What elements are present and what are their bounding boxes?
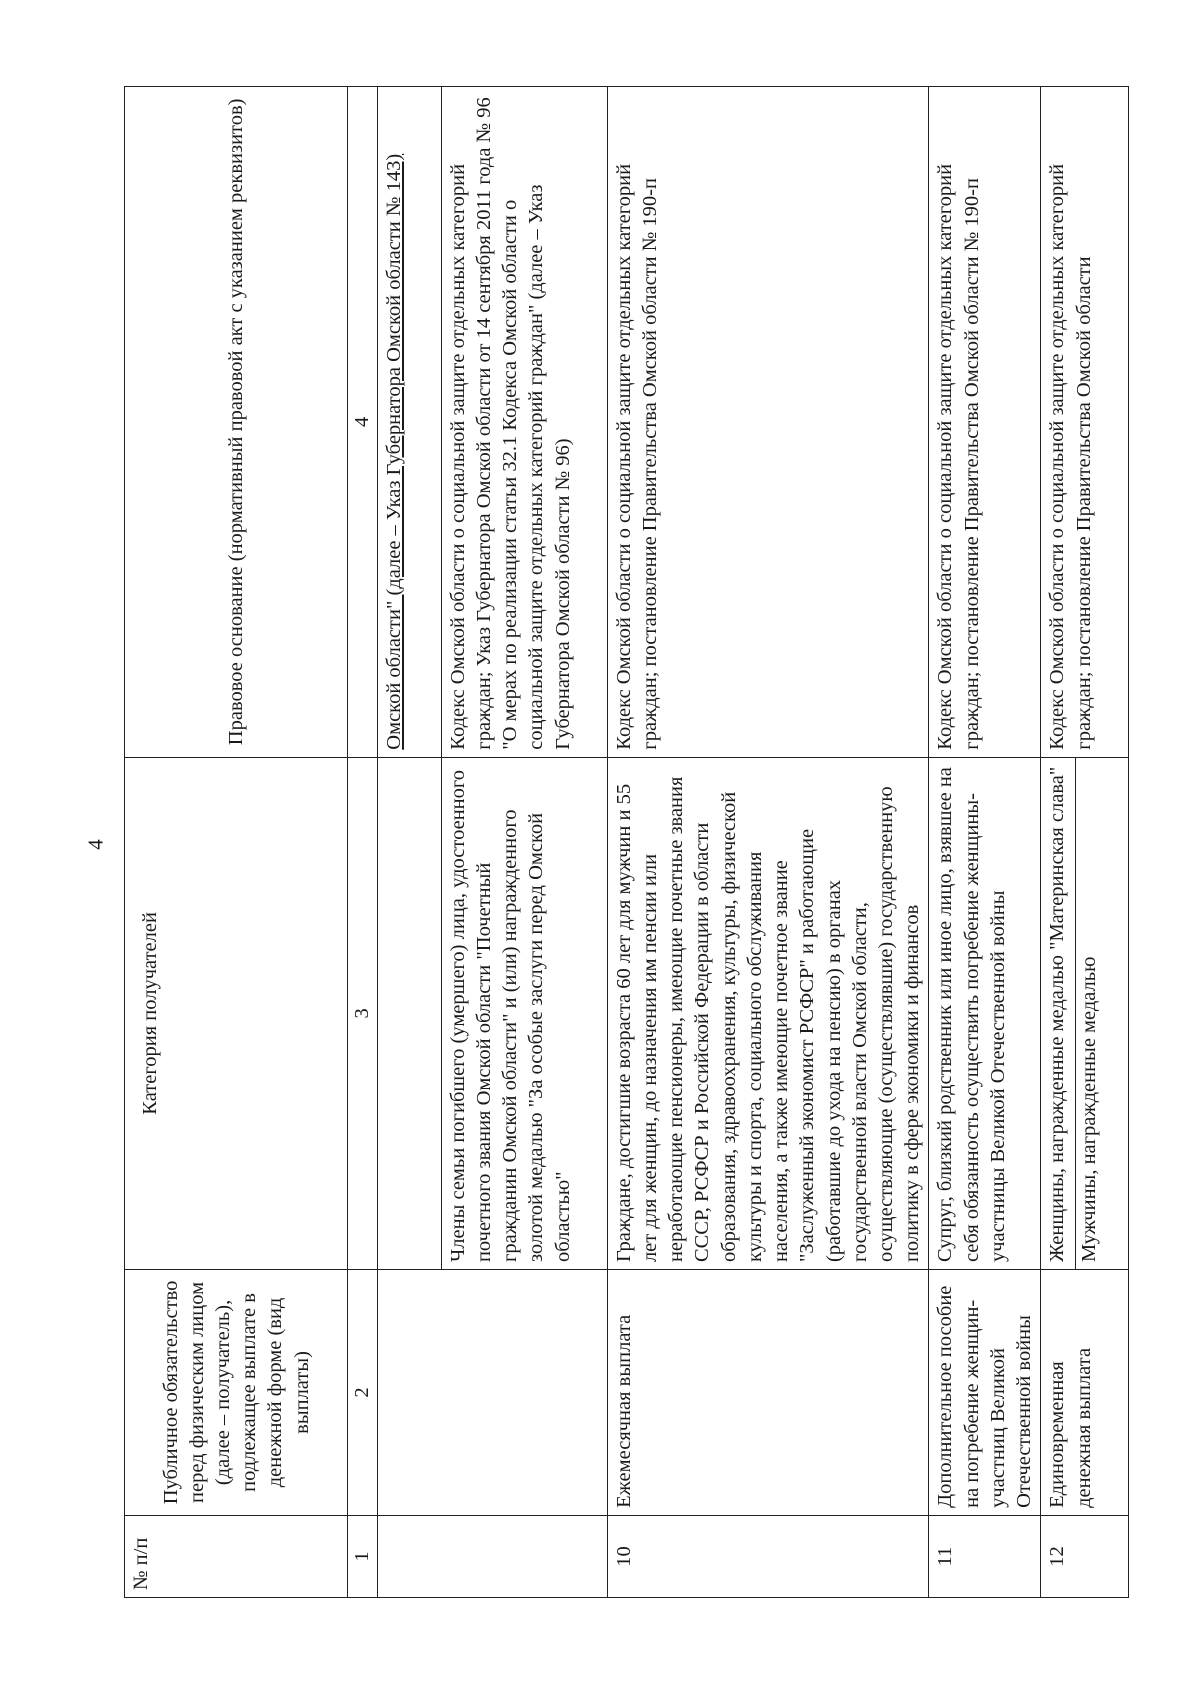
table-row xyxy=(929,87,1041,1598)
row-payment-type: Дополнительное пособие на погребение женщин-участниц Великой Отечественной войны xyxy=(929,1270,1041,1516)
row-legal-basis: Кодекс Омской области о социальной защите отдельных категорий граждан; постановление Правительства Омской области № 190-п xyxy=(929,87,1041,758)
col-number: 2 xyxy=(348,1270,377,1516)
row-payment-type xyxy=(377,1270,607,1516)
row-payment-type: Единовременная денежная выплата xyxy=(1041,1270,1129,1516)
table-row xyxy=(1041,87,1129,1598)
table-header-row xyxy=(125,87,348,1598)
row-legal-basis xyxy=(377,87,441,758)
row-payment-type: Ежемесячная выплата xyxy=(607,1270,929,1516)
header-legal-basis: Правовое основание (нормативный правовой акт с указанием реквизитов) xyxy=(125,87,348,758)
header-category: Категория получателей xyxy=(125,757,348,1269)
row-num xyxy=(377,1515,607,1597)
legal-basis-text: Омской области" (далее – Указ Губернатора Омской области № 143) xyxy=(382,153,405,750)
table-row xyxy=(377,87,441,1598)
row-num: 11 xyxy=(929,1515,1041,1597)
row-category: Граждане, достигшие возраста 60 лет для мужчин и 55 лет для женщин, до назначения им пенсии или неработающие пенсионеры, имеющие почетные звания СССР, РСФСР и Российской Федерации в области образования, здравоохранения, культуры, физической культуры и спорта, социального обслуживания населения, а также имеющие почетное звание "Заслуженный экономист РСФСР" и работающие (работавшие до ухода на пенсию) в органах государственной власти Омской области, осуществляющие (осуществлявшие) государственную политику в сфере экономики и финансов xyxy=(607,757,929,1269)
header-payment-type: Публичное обязательство перед физическим лицом (далее – получатель), подлежащее выплате в денежной форме (вид выплаты) xyxy=(125,1270,348,1516)
column-number-row xyxy=(348,87,377,1598)
row-legal-basis: Кодекс Омской области о социальной защите отдельных категорий граждан; постановление Правительства Омской области № 190-п xyxy=(607,87,929,758)
header-num: № п/п xyxy=(125,1515,348,1597)
row-category xyxy=(1041,757,1129,1269)
category-women: Женщины, награжденные медалью "Материнская слава" xyxy=(1041,758,1075,1269)
row-category: Супруг, близкий родственник или иное лицо, взявшее на себя обязанность осуществить погребение женщины-участницы Великой Отечественной войны xyxy=(929,757,1041,1269)
row-category: Члены семьи погибшего (умершего) лица, удостоенного почетного звания Омской области "Почетный гражданин Омской области" и (или) награжденного золотой медалью "За особые заслуги перед Омской областью" xyxy=(441,757,607,1269)
row-legal-basis: Кодекс Омской области о социальной защите отдельных категорий граждан; Указ Губернатора Омской области от 14 сентября 2011 года № 96 "О мерах по реализации статьи 32.1 Кодекса Омской области о социальной защите отдельных категорий граждан" (далее – Указ Губернатора Омской области № 96) xyxy=(441,87,607,758)
col-number: 1 xyxy=(348,1515,377,1597)
col-number: 4 xyxy=(348,87,377,758)
row-category xyxy=(377,757,441,1269)
row-num: 12 xyxy=(1041,1515,1129,1597)
col-number: 3 xyxy=(348,757,377,1269)
row-legal-basis: Кодекс Омской области о социальной защите отдельных категорий граждан; постановление Правительства Омской области xyxy=(1041,87,1129,758)
obligations-table xyxy=(124,86,1129,1598)
table-row xyxy=(607,87,929,1598)
rotated-page xyxy=(124,86,1129,1598)
page-number: 4 xyxy=(83,839,108,850)
row-num: 10 xyxy=(607,1515,929,1597)
category-men: Мужчины, награжденные медалью xyxy=(1077,956,1100,1263)
